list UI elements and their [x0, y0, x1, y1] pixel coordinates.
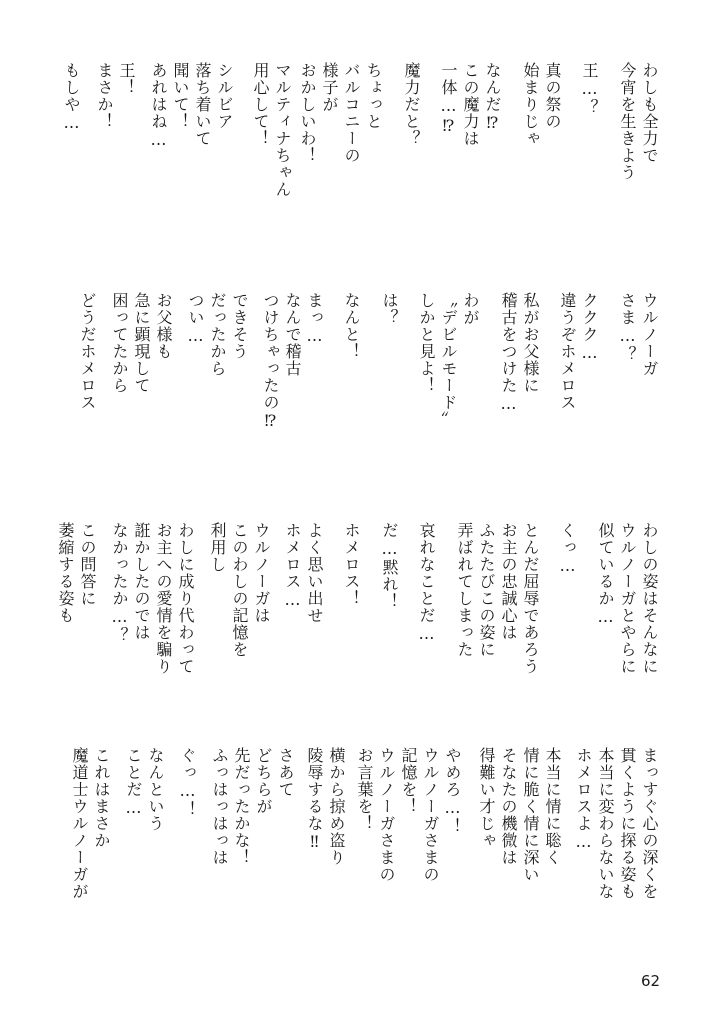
- text-column: 記憶を！: [399, 747, 418, 815]
- text-column: このわしの記憶を: [230, 522, 249, 658]
- text-column: 用心して！: [251, 62, 270, 147]
- text-column: なんという: [146, 747, 165, 832]
- text-column: お主の忠誠心は: [499, 522, 518, 641]
- text-column: おかしいわ！: [298, 62, 317, 164]
- text-column: 似ているか…: [596, 522, 615, 627]
- text-column: わしの姿はそんなに: [640, 522, 659, 675]
- text-column: やめろ…！: [443, 747, 462, 835]
- text-column: しかと見よ！: [417, 292, 436, 394]
- text-column: 得難い才じゃ: [477, 747, 496, 849]
- text-column: 〝デビルモード〟: [439, 292, 458, 428]
- text-column: 聞いて！: [171, 62, 190, 130]
- text-column: あれはね…: [149, 62, 168, 150]
- text-column: 情に脆く情に深い: [521, 747, 540, 883]
- text-column: お言葉を！: [355, 747, 374, 832]
- text-column: 落ち着いて: [193, 62, 212, 147]
- text-column: 今宵を生きよう: [618, 62, 637, 181]
- text-column: ホメロス！: [342, 522, 361, 607]
- text-column: 魔力だと？: [402, 62, 421, 147]
- text-column: ウルノーガは: [252, 522, 271, 624]
- text-column: ぐっ…！: [178, 747, 197, 818]
- text-column: 始まりじゃ: [521, 62, 540, 147]
- text-column: 陵辱するな‼: [305, 747, 324, 852]
- text-column: 違うぞホメロス: [558, 292, 577, 411]
- text-column: 様子が: [320, 62, 339, 113]
- text-column: さあて: [276, 747, 295, 798]
- text-column: 王…？: [580, 62, 599, 116]
- text-column: まっ…: [305, 292, 324, 346]
- text-column: 先だったかな！: [232, 747, 251, 866]
- text-column: さま…？: [618, 292, 637, 363]
- text-column: 哀れなことだ…: [417, 522, 436, 644]
- text-column: は？: [380, 292, 399, 326]
- text-column: 本当に情に聡く: [543, 747, 562, 866]
- text-column: 急に顕現して: [132, 292, 151, 394]
- text-column: そなたの機微は: [499, 747, 518, 866]
- text-column: とんだ屈辱であろう: [521, 522, 540, 675]
- text-column: 困ってたから: [110, 292, 129, 394]
- text-column: ふたたびこの姿に: [477, 522, 496, 658]
- text-column: ことだ…: [124, 747, 143, 818]
- text-column: ウルノーガさまの: [377, 747, 396, 883]
- text-column: 横から掠め盗り: [327, 747, 346, 866]
- text-column: バルコニーの: [342, 62, 361, 164]
- text-column: だったから: [208, 292, 227, 377]
- text-column: まっすぐ心の深くを: [640, 747, 659, 900]
- text-column: 本当に変わらないな: [596, 747, 615, 900]
- text-column: ウルノーガとやらに: [618, 522, 637, 675]
- text-column: 王！: [117, 62, 136, 96]
- text-column: ふっはっはっは: [210, 747, 229, 866]
- text-column: 萎縮する姿も: [56, 522, 75, 624]
- text-column: ホメロス…: [283, 522, 302, 610]
- text-column: 真の祭の: [543, 62, 562, 130]
- text-column: 貫くように探る姿も: [618, 747, 637, 900]
- text-column: ちょっと: [364, 62, 383, 130]
- text-column: つけちゃったの⁉: [261, 292, 280, 431]
- text-column: 誑かしたのでは: [132, 522, 151, 641]
- text-column: よく思い出せ: [305, 522, 324, 624]
- text-column: 稽古をつけた…: [499, 292, 518, 414]
- text-column: 私がお父様に: [521, 292, 540, 394]
- text-column: どうだホメロス: [78, 292, 97, 411]
- text-column: わしに成り代わって: [176, 522, 195, 675]
- text-column: どちらが: [254, 747, 273, 815]
- text-column: つい…: [186, 292, 205, 346]
- text-column: シルビア: [215, 62, 234, 130]
- text-column: わが: [461, 292, 480, 326]
- text-column: なかったか…？: [110, 522, 129, 644]
- text-column: 弄ばれてしまった: [455, 522, 474, 658]
- text-column: だ…黙れ！: [380, 522, 399, 610]
- text-column: ウルノーガ: [640, 292, 659, 377]
- text-column: ククク…: [580, 292, 599, 363]
- text-column: 利用し: [208, 522, 227, 573]
- text-column: お主への愛情を騙り: [154, 522, 173, 675]
- text-column: なんだ⁉: [483, 62, 502, 133]
- page-number: 62: [641, 972, 661, 990]
- text-column: この魔力は: [461, 62, 480, 147]
- text-column: なんと！: [342, 292, 361, 360]
- text-column: マルティナちゃん: [273, 62, 292, 198]
- text-column: この問答に: [78, 522, 97, 607]
- text-column: まさか！: [95, 62, 114, 130]
- text-column: なんで稽古: [283, 292, 302, 377]
- text-column: 魔道士ウルノーガが: [70, 747, 89, 900]
- text-column: くっ…: [558, 522, 577, 576]
- text-column: もしや…: [62, 62, 81, 133]
- text-column: ウルノーガさまの: [421, 747, 440, 883]
- text-column: ホメロスよ…: [574, 747, 593, 852]
- text-column: 一体…⁉: [439, 62, 458, 136]
- text-column: わしも全力で: [640, 62, 659, 164]
- text-column: お父様も: [154, 292, 173, 360]
- text-column: これはまさか: [92, 747, 111, 849]
- text-column: できそう: [230, 292, 249, 360]
